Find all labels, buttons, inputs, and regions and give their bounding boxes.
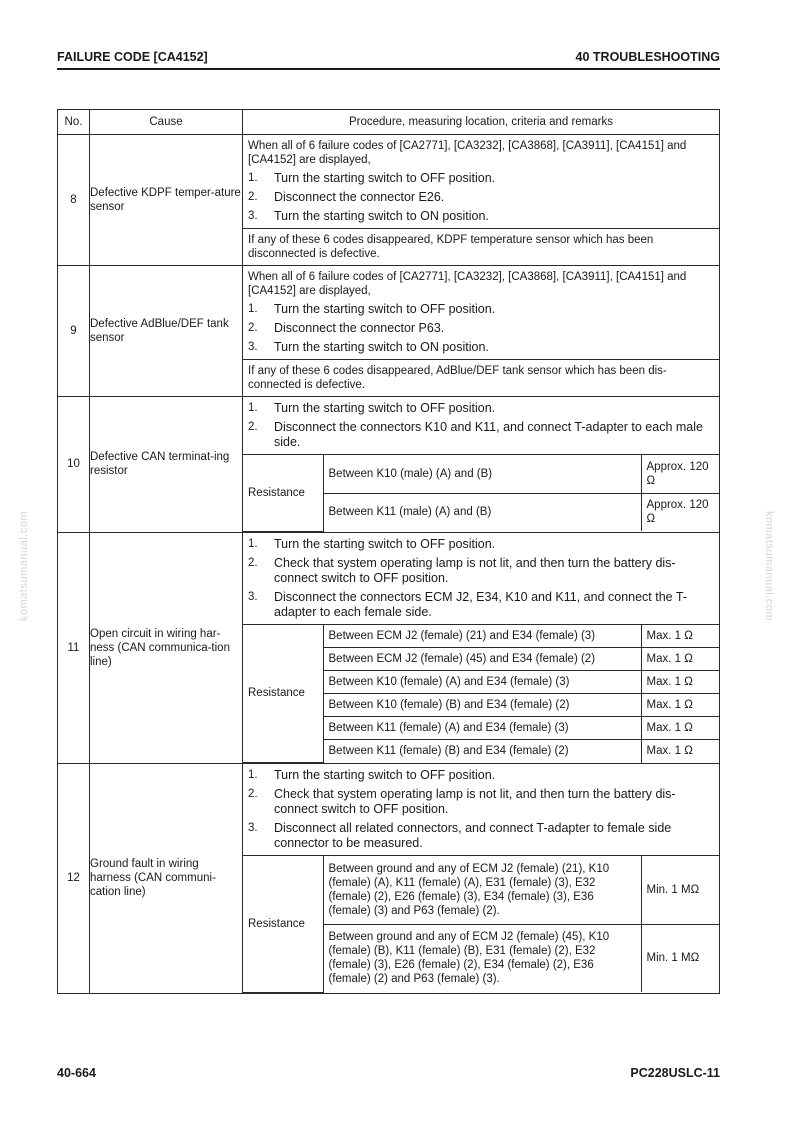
step-text: Turn the starting switch to OFF position. [274, 302, 496, 316]
table-row [58, 135, 720, 266]
procedure-step [243, 764, 719, 785]
step-number: 1. [248, 769, 258, 781]
measure-label: Resistance [243, 455, 323, 531]
step-number: 2. [248, 421, 258, 433]
measure-location: Between ground and any of ECM J2 (female) (45), K10 (female) (B), K11 (female) (B), E31 (female) (2), E32 (female) (3), E26 (female) (2), E34 (female) (2), E36 (female) (2) and P63 (female) (3). [323, 924, 641, 992]
model-name: PC228USLC-11 [630, 1066, 720, 1080]
measure-location: Between ground and any of ECM J2 (female) (21), K10 (female) (A), K11 (female) (A), E31 (female) (3), E32 (female) (2), E26 (female) (3), E34 (female) (3), E36 (female) (3) and P63 (female) (2). [323, 856, 641, 924]
section-code-title: FAILURE CODE [CA4152] [57, 50, 208, 64]
measure-location: Between K10 (female) (B) and E34 (female) (2) [323, 694, 641, 717]
step-text: Disconnect the connector E26. [274, 190, 445, 204]
step-text: Check that system operating lamp is not lit, and then turn the battery dis-connect switch to OFF position. [274, 787, 676, 816]
measure-criteria: Max. 1 Ω [641, 648, 719, 671]
watermark-left: komatsumanual.com [18, 511, 30, 621]
procedure-note: If any of these 6 codes disappeared, AdBlue/DEF tank sensor which has been dis-connected is defective. [243, 359, 719, 396]
measure-criteria: Max. 1 Ω [641, 694, 719, 717]
measure-criteria: Max. 1 Ω [641, 625, 719, 648]
cause-text: Open circuit in wiring har-ness (CAN communica-tion line) [90, 532, 243, 764]
procedure-step [243, 319, 719, 338]
procedure-cell [243, 764, 720, 994]
measure-criteria: Approx. 120 Ω [641, 455, 719, 493]
step-number: 2. [248, 322, 258, 334]
measure-location: Between ECM J2 (female) (21) and E34 (female) (3) [323, 625, 641, 648]
procedure-step [243, 169, 719, 188]
table-row [58, 532, 720, 764]
procedure-step [243, 207, 719, 228]
step-text: Turn the starting switch to ON position. [274, 209, 489, 223]
measurement-table [243, 856, 719, 993]
step-number: 1. [248, 172, 258, 184]
measure-location: Between ECM J2 (female) (45) and E34 (female) (2) [323, 648, 641, 671]
procedure-step [243, 300, 719, 319]
row-number: 11 [58, 532, 90, 764]
procedure-cell [243, 266, 720, 397]
step-number: 3. [248, 590, 258, 603]
step-text: Turn the starting switch to OFF position. [274, 768, 496, 782]
measure-criteria: Min. 1 MΩ [641, 856, 719, 924]
procedure-step [243, 819, 719, 855]
step-number: 3. [248, 822, 258, 834]
measurement-table [243, 455, 719, 532]
step-number: 3. [248, 210, 258, 222]
measurement-row [243, 625, 719, 648]
step-number: 3. [248, 341, 258, 353]
measure-label: Resistance [243, 625, 323, 763]
procedure-intro: When all of 6 failure codes of [CA2771], [CA3232], [CA3868], [CA3911], [CA4151] and [CA4152] are displayed, [248, 271, 687, 297]
header-rule [57, 68, 720, 70]
step-text: Turn the starting switch to OFF position. [274, 536, 496, 551]
step-number: 1. [248, 402, 258, 414]
measure-location: Between K11 (female) (A) and E34 (female) (3) [323, 717, 641, 740]
measure-criteria: Min. 1 MΩ [641, 924, 719, 992]
procedure-step [243, 418, 719, 454]
cause-text: Defective CAN terminat-ing resistor [90, 397, 243, 533]
measure-location: Between K10 (female) (A) and E34 (female) (3) [323, 671, 641, 694]
row-number: 8 [58, 135, 90, 266]
step-text: Disconnect the connectors K10 and K11, and connect T-adapter to each male side. [274, 420, 703, 449]
measurement-row [243, 856, 719, 924]
table-row [58, 397, 720, 533]
cause-text: Ground fault in wiring harness (CAN communi-cation line) [90, 764, 243, 994]
row-number: 9 [58, 266, 90, 397]
procedure-step [243, 533, 719, 554]
step-text: Turn the starting switch to OFF position. [274, 171, 496, 185]
step-number: 2. [248, 191, 258, 203]
step-number: 2. [248, 556, 258, 569]
measure-criteria: Max. 1 Ω [641, 717, 719, 740]
step-text: Turn the starting switch to ON position. [274, 340, 489, 354]
procedure-step [243, 338, 719, 359]
step-number: 2. [248, 788, 258, 800]
step-number: 1. [248, 303, 258, 315]
page-number: 40-664 [57, 1066, 96, 1080]
table-header-row [58, 110, 720, 135]
step-number: 1. [248, 537, 258, 550]
step-text: Turn the starting switch to OFF position. [274, 401, 496, 415]
measure-criteria: Max. 1 Ω [641, 671, 719, 694]
procedure-cell [243, 532, 720, 764]
step-text: Disconnect all related connectors, and connect T-adapter to female side connector to be measured. [274, 821, 672, 850]
page-header [57, 50, 720, 68]
table-row [58, 266, 720, 397]
measurement-table [243, 625, 719, 764]
procedure-step [243, 554, 719, 588]
step-text: Disconnect the connector P63. [274, 321, 445, 335]
measure-label: Resistance [243, 856, 323, 992]
measure-criteria: Max. 1 Ω [641, 740, 719, 763]
step-text: Check that system operating lamp is not lit, and then turn the battery dis-connect switch to OFF position. [274, 555, 676, 585]
measurement-row [243, 455, 719, 493]
procedure-step [243, 588, 719, 624]
measure-location: Between K10 (male) (A) and (B) [323, 455, 641, 493]
procedure-cell [243, 397, 720, 533]
troubleshooting-table [57, 109, 720, 994]
measure-criteria: Approx. 120 Ω [641, 493, 719, 531]
measure-location: Between K11 (female) (B) and E34 (female) (2) [323, 740, 641, 763]
cause-text: Defective AdBlue/DEF tank sensor [90, 266, 243, 397]
procedure-intro: When all of 6 failure codes of [CA2771], [CA3232], [CA3868], [CA3911], [CA4151] and [CA4152] are displayed, [248, 140, 687, 166]
col-header-procedure: Procedure, measuring location, criteria and remarks [243, 110, 720, 135]
watermark-right: komatsumanual.com [763, 511, 775, 621]
row-number: 10 [58, 397, 90, 533]
procedure-step [243, 397, 719, 418]
col-header-no: No. [58, 110, 90, 135]
col-header-cause: Cause [90, 110, 243, 135]
table-row [58, 764, 720, 994]
procedure-step [243, 785, 719, 819]
chapter-title: 40 TROUBLESHOOTING [575, 50, 720, 64]
procedure-note: If any of these 6 codes disappeared, KDPF temperature sensor which has been disconnected is defective. [243, 228, 719, 265]
procedure-step [243, 188, 719, 207]
row-number: 12 [58, 764, 90, 994]
measure-location: Between K11 (male) (A) and (B) [323, 493, 641, 531]
step-text: Disconnect the connectors ECM J2, E34, K10 and K11, and connect the T-adapter to each female side. [274, 589, 687, 619]
procedure-cell [243, 135, 720, 266]
cause-text: Defective KDPF temper-ature sensor [90, 135, 243, 266]
